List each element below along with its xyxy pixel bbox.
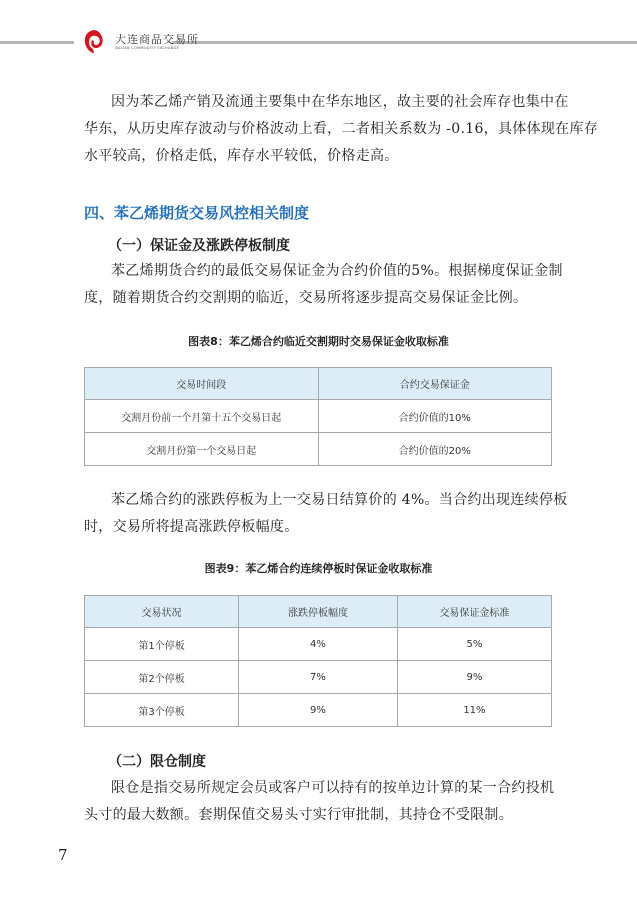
table-header: 涨跌停板幅度: [239, 596, 398, 628]
text-line: 苯乙烯期货合约的最低交易保证金为合约价值的5%。根据梯度保证金制: [111, 263, 563, 279]
table-header: 交易状况: [85, 596, 239, 628]
table-cell: 交割月份前一个月第十五个交易日起: [85, 400, 319, 433]
table-row: [85, 694, 552, 727]
table9-caption: 图表9：苯乙烯合约连续停板时保证金收取标准: [204, 562, 433, 575]
text-line: 苯乙烯合约的涨跌停板为上一交易日结算价的 4%。当合约出现连续停板: [111, 492, 568, 508]
table-cell: 第1个停板: [85, 628, 239, 661]
logo-text-en: DALIAN COMMODITY EXCHANGE: [115, 46, 180, 50]
text-line: 度，随着期货合约交割期的临近，交易所将逐步提高交易保证金比例。: [84, 290, 528, 306]
text-line: 时，交易所将提高涨跌停板幅度。: [84, 519, 299, 535]
subsection-heading-margin: （一）保证金及涨跌停板制度: [108, 238, 290, 254]
table-cell: 交割月份第一个交易日起: [85, 433, 319, 466]
table-cell: 9%: [239, 694, 398, 727]
text-line: 因为苯乙烯产销及流通主要集中在华东地区，故主要的社会库存也集中在: [111, 94, 569, 110]
table-row: [85, 628, 552, 661]
table-cell: 合约价值的10%: [318, 400, 552, 433]
page-number: 7: [58, 846, 68, 864]
table-cell: 第3个停板: [85, 694, 239, 727]
dce-logo-icon: [82, 28, 106, 54]
table-cell: 5%: [397, 628, 551, 661]
table-cell: 4%: [239, 628, 398, 661]
logo-text-cn: 大连商品交易所: [115, 33, 199, 46]
table-cell: 第2个停板: [85, 661, 239, 694]
table-row: [85, 433, 552, 466]
table8: [84, 367, 552, 466]
table-header: 交易时间段: [85, 368, 319, 400]
text-line: 头寸的最大数额。套期保值交易头寸实行审批制，其持仓不受限制。: [84, 807, 513, 823]
table-cell: 9%: [397, 661, 551, 694]
header-rule-right: [172, 41, 637, 44]
table-row: [85, 661, 552, 694]
table9: [84, 595, 552, 727]
table-header: 交易保证金标准: [397, 596, 551, 628]
position-limit-paragraph: [84, 775, 558, 829]
margin-paragraph: [84, 258, 563, 312]
text-line: 华东，从历史库存波动与价格波动上看，二者相关系数为 -0.16，具体体现在库存: [84, 121, 599, 137]
table-header: 合约交易保证金: [318, 368, 552, 400]
table-cell: 合约价值的20%: [318, 433, 552, 466]
table-cell: 7%: [239, 661, 398, 694]
text-line: 水平较高，价格走低，库存水平较低，价格走高。: [84, 148, 399, 164]
header-rule-left: [0, 41, 74, 44]
limit-paragraph: [84, 487, 568, 541]
section-heading: 四、苯乙烯期货交易风控相关制度: [84, 204, 310, 222]
subsection-heading-position-limit: （二）限仓制度: [108, 754, 206, 770]
intro-paragraph: [84, 89, 599, 170]
table8-caption: 图表8：苯乙烯合约临近交割期时交易保证金收取标准: [188, 335, 449, 348]
text-line: 限仓是指交易所规定会员或客户可以持有的按单边计算的某一合约投机: [111, 780, 555, 796]
table-row: [85, 400, 552, 433]
table-cell: 11%: [397, 694, 551, 727]
